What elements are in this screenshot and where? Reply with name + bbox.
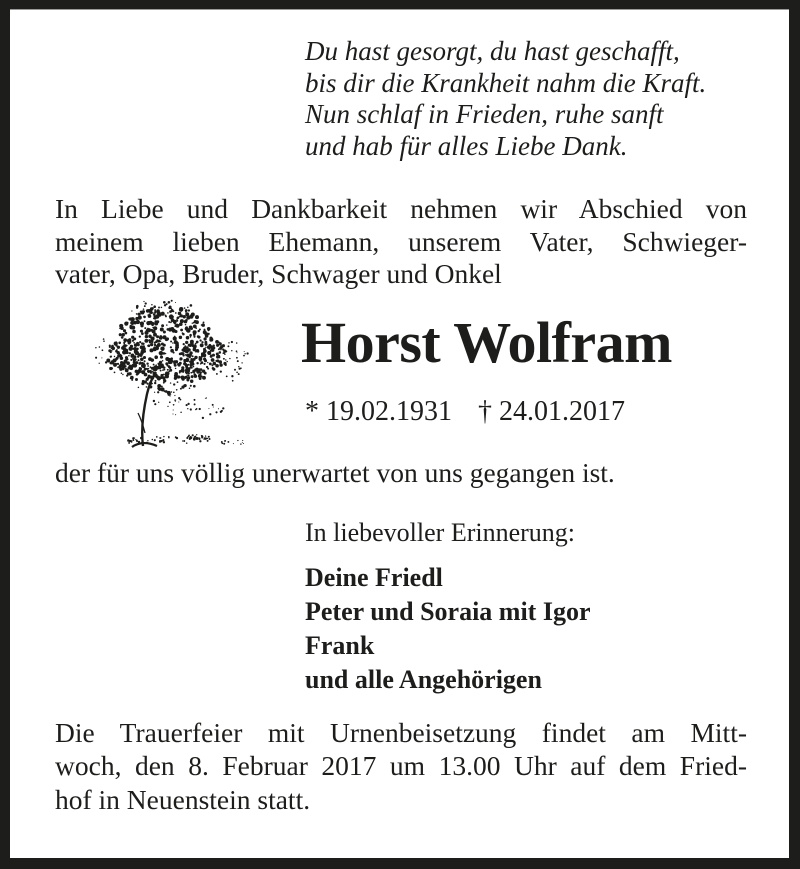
memorial-name: Deine Friedl bbox=[305, 563, 443, 592]
intro-line: meinem lieben Ehemann, unserem Vater, Schwieger- bbox=[55, 225, 747, 257]
death-date: † 24.01.2017 bbox=[478, 396, 625, 427]
deceased-name: Horst Wolfram bbox=[301, 310, 672, 375]
farewell-line: der für uns völlig unerwartet von uns gegangen ist. bbox=[55, 457, 615, 488]
birth-date: * 19.02.1931 bbox=[305, 396, 452, 427]
memorial-name: Peter und Soraia mit Igor bbox=[305, 597, 591, 626]
memorial-poem bbox=[305, 36, 706, 162]
life-dates bbox=[305, 396, 625, 428]
poem-line: bis dir die Krankheit nahm die Kraft. bbox=[305, 67, 707, 98]
memorial-names bbox=[305, 561, 591, 697]
poem-line: und hab für alles Liebe Dank. bbox=[305, 130, 628, 161]
poem-line: Nun schlaf in Frieden, ruhe sanft bbox=[305, 99, 664, 129]
memorial-heading: In liebevoller Erinnerung: bbox=[305, 518, 576, 547]
poem-line: Du hast gesorgt, du hast geschafft, bbox=[305, 36, 680, 66]
intro-line: In Liebe und Dankbarkeit nehmen wir Abschied von bbox=[55, 193, 747, 224]
funeral-line: woch, den 8. Februar 2017 um 13.00 Uhr auf dem Fried- bbox=[55, 750, 747, 782]
memorial-name: Frank bbox=[305, 631, 375, 660]
memorial-name: und alle Angehörigen bbox=[305, 665, 542, 694]
intro-paragraph bbox=[55, 193, 747, 291]
funeral-paragraph bbox=[55, 716, 747, 816]
funeral-line: hof in Neuenstein statt. bbox=[55, 783, 311, 815]
intro-line: vater, Opa, Bruder, Schwager und Onkel bbox=[55, 258, 502, 290]
tree-illustration bbox=[95, 295, 255, 450]
funeral-line: Die Trauerfeier mit Urnenbeisetzung findet am Mitt- bbox=[55, 717, 747, 748]
top-rule bbox=[10, 9, 789, 10]
tree-roots bbox=[132, 443, 157, 447]
